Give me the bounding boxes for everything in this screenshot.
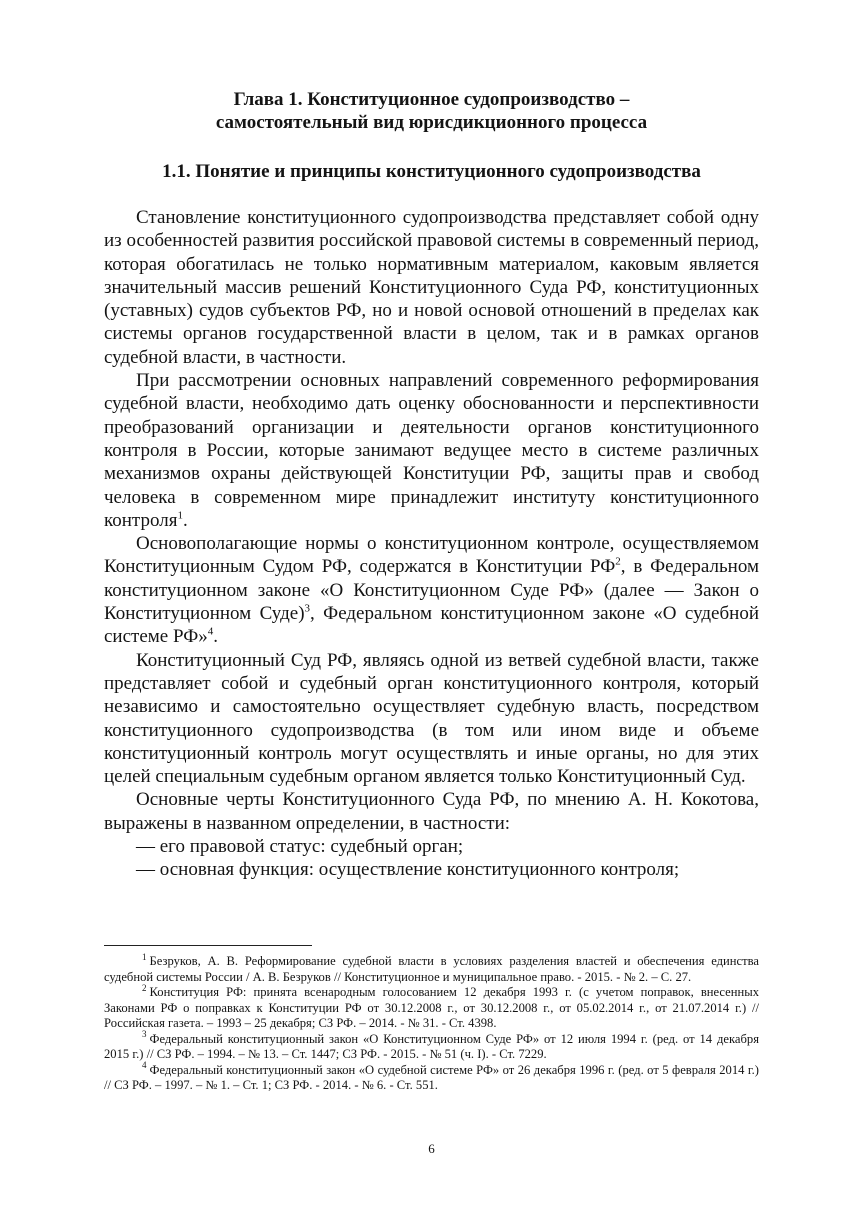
chapter-title <box>104 88 759 134</box>
paragraph-5: Основные черты Конституционного Суда РФ, по мнению А. Н. Кокотова, выражены в названном определении, в частности: <box>104 789 759 834</box>
paragraph-3-end: . <box>213 626 218 648</box>
list-item-2: — основная функция: осуществление конституционного контроля; <box>136 859 680 881</box>
footnote-number: 1 <box>142 951 147 962</box>
section-title: 1.1. Понятие и принципы конституционного судопроизводства <box>162 161 701 182</box>
paragraph-3-text-c: , Федеральном конституционном законе «О судебной системе РФ» <box>104 603 759 648</box>
footnote-3 <box>104 1029 759 1063</box>
footnote-separator <box>104 945 312 946</box>
chapter-title-line-2: самостоятельный вид юрисдикционного процесса <box>215 112 648 133</box>
paragraph-2-text: При рассмотрении основных направлений современного реформирования судебной власти, необходимо дать оценку обоснованности и перспективности преобразований организации и деятельности органов конституционного контроля в России, которые занимают ведущее место в системе различных механизмов охраны действующей Конституции РФ, защиты прав и свобод человека в современном мире принадлежит институту конституционного контроля <box>104 370 759 531</box>
footnote-ref-4[interactable]: 4 <box>207 626 214 639</box>
footnote-number: 2 <box>142 982 147 993</box>
paragraph-3-text-a: Основополагающие нормы о конституционном контроле, осуществляемом Конституционным Судом РФ, содержатся в Конституции РФ <box>104 533 759 578</box>
footnote-1 <box>104 951 759 985</box>
footnote-ref-1[interactable]: 1 <box>177 509 183 522</box>
page-number: 6 <box>428 1141 435 1156</box>
footnote-text: Федеральный конституционный закон «О судебной системе РФ» от 26 декабря 1996 г. (ред. от 5 февраля 2014 г.) // СЗ РФ. – 1997. – № 1. – Ст. 1; СЗ РФ. - 2014. - № 6. - Ст. 551. <box>104 1062 759 1092</box>
footnote-text: Конституция РФ: принята всенародным голосованием 12 декабря 1993 г. (с учетом поправок, внесенных Законами РФ о поправках к Конституции РФ от 30.12.2008 г., от 30.12.2008 г., от 05.02.2014 г., от 21.07.2014 г.) // Российская газета. – 1993 – 25 декабря; СЗ РФ. – 2014. - № 31. - Ст. 4398. <box>104 985 759 1030</box>
paragraph-3 <box>104 532 759 648</box>
footnote-number: 3 <box>142 1029 147 1040</box>
footnote-number: 4 <box>142 1060 147 1071</box>
footnotes <box>104 951 759 1094</box>
footnote-ref-3[interactable]: 3 <box>304 602 311 615</box>
footnote-text: Безруков, А. В. Реформирование судебной власти в условиях разделения властей и обеспечения единства судебной системы России / А. В. Безруков // Конституционное и муниципальное право. - 2015. - № 2. – С. 27. <box>104 954 759 984</box>
footnote-4 <box>104 1060 759 1094</box>
chapter-title-line-1: Глава 1. Конституционное судопроизводство – <box>233 89 630 110</box>
paragraph-2-end: . <box>182 509 188 531</box>
list-item-1: — его правовой статус: судебный орган; <box>136 836 464 858</box>
paragraph-1: Становление конституционного судопроизводства представляет собой одну из особенностей развития российской правовой системы в современный период, которая обогатилась не только нормативным материалом, каковым является значительный массив решений Конституционного Суда РФ, конституционных (уставных) судов субъектов РФ, но и новой основой отношений в пределах как системы органов государственной власти в целом, так и в рамках органов судебной власти, в частности. <box>104 207 759 368</box>
footnote-text: Федеральный конституционный закон «О Конституционном Суде РФ» от 12 июля 1994 г. (ред. от 14 декабря 2015 г.) // СЗ РФ. – 1994. – № 13. – Ст. 1447; СЗ РФ. - 2015. - № 51 (ч. I). - Ст. 7229. <box>104 1031 759 1061</box>
footnote-2 <box>104 982 759 1032</box>
footnote-ref-2[interactable]: 2 <box>615 556 621 569</box>
paragraph-3-text-b: , в Федеральном конституционном законе «О Конституционном Суде РФ» (далее — Закон о Конституционном Суде) <box>104 556 759 625</box>
body-text <box>104 206 759 882</box>
paragraph-2 <box>104 369 759 532</box>
paragraph-4: Конституционный Суд РФ, являясь одной из ветвей судебной власти, также представляет собой и судебный орган конституционного контроля, который независимо и самостоятельно осуществляет судебную власть, посредством конституционного судопроизводства (в том или ином виде и объеме конституционный контроль могут осуществлять и иные органы, но для этих целей специальным судебным органом является только Конституционный Суд. <box>104 649 759 788</box>
